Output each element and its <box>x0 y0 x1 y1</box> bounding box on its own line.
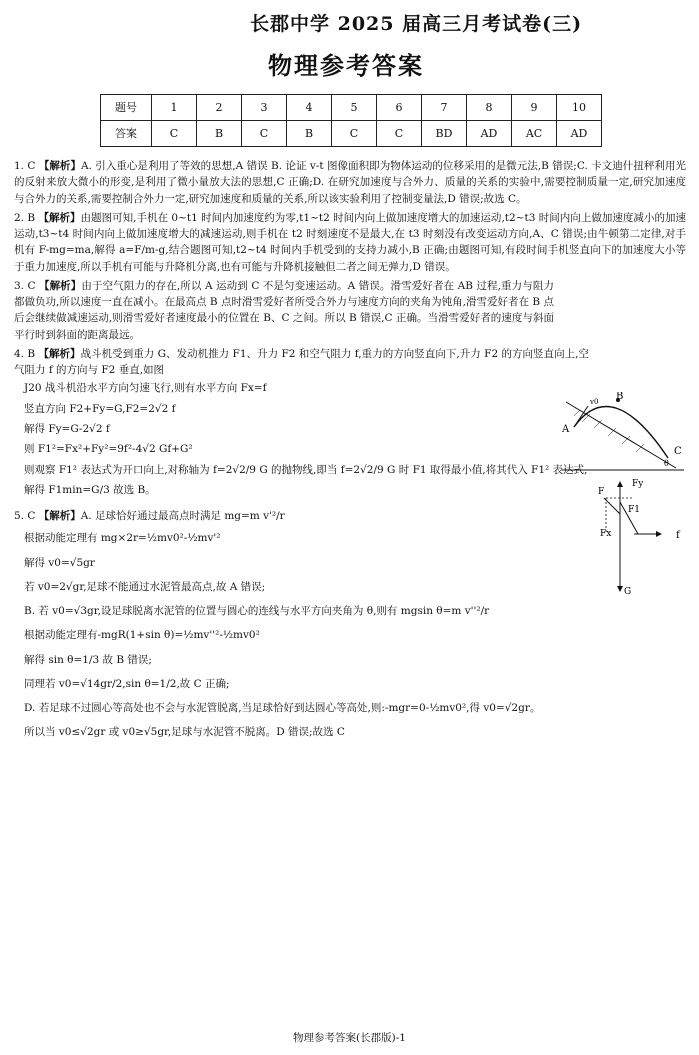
analysis-tag: 【解析】 <box>38 211 81 224</box>
label-v0: v0 <box>590 398 599 406</box>
table-cell: 3 <box>242 95 287 121</box>
analysis-tag: 【解析】 <box>38 160 81 172</box>
table-cell: 4 <box>287 95 332 121</box>
table-cell: BD <box>422 121 467 147</box>
solution-line: 解得 Fy=G-2√2 f <box>24 422 110 435</box>
solution-line: 竖直方向 F2+Fy=G,F2=2√2 f <box>24 402 176 415</box>
table-cell: C <box>152 121 197 147</box>
solution-text: 战斗机受到重力 G、发动机推力 F1、升力 F2 和空气阻力 f,重力的方向竖直向下,升力 F2 的方向竖直向上,空气阻力 f 的方向与 F2 垂直,如图 <box>14 347 590 377</box>
question-number: 5. C <box>14 510 36 523</box>
table-cell: AC <box>512 121 557 147</box>
table-cell: 2 <box>197 95 242 121</box>
table-cell: C <box>242 121 287 147</box>
analysis-tag: 【解析】 <box>38 347 81 360</box>
table-cell: AD <box>467 121 512 147</box>
solution-line: 根据动能定理有-mgR(1+sin θ)=½mv''²-½mv0² <box>24 629 260 642</box>
page-subtitle: 物理参考答案 <box>268 52 424 80</box>
velocity-arrow <box>574 406 588 427</box>
solution-text: 由题图可知,手机在 0~t1 时间内加速度约为零,t1~t2 时间内向上做加速度增大的加速运动,t2~t3 时间内向上做加速度减小的加速运动,t3~t4 时间内向上做加速度增大的减速运动,则手机在 t2 时刻速度不是最大,在 t3 时刻没有改变运动方向,A、C 错误;由牛顿第二定律,对手机有 F-mg=ma,解得 a=F/m-g,结合题图可知,t2~t4 时间内手机受到的支持力减小,B 正确;由题图可知,有段时间手机竖直向下的加速度大小等于重力加速度,所以手机有可能与升降机分离,也有可能与升降机接触但二者之间无弹力,D 错误。 <box>14 211 687 273</box>
table-cell: C <box>377 121 422 147</box>
label-f: F <box>598 487 605 497</box>
solution-text: 由于空气阻力的存在,所以 A 运动到 C 不是匀变速运动。A 错误。滑雪爱好者在 AB 过程,重力与阻力都做负功,所以速度一直在减小。在最高点 B 点时滑雪爱好者所受合外力与速度方向的夹角为钝角,滑雪爱好者在 B 点后会继续做减速运动,则滑雪爱好者速度最小的位置在 B、C 之间。所以 B 错误,C 正确。当滑雪爱好者的速度与斜面平行时到斜面的距离最远。 <box>14 279 555 341</box>
solution-2 <box>14 210 686 275</box>
label-b: B <box>616 392 624 402</box>
table-cell: C <box>332 121 377 147</box>
solution-5 <box>14 508 686 524</box>
slope-diagram <box>560 392 686 480</box>
solution-line: 解得 sin θ=1/3 故 B 错误; <box>24 653 152 666</box>
label-c: C <box>674 446 682 457</box>
label-theta: θ <box>664 459 669 468</box>
force-diagram <box>598 478 690 600</box>
page-footer: 物理参考答案(长郡版)-1 <box>293 1032 406 1044</box>
solution-line: 若 v0=2√gr,足球不能通过水泥管最高点,故 A 错误; <box>24 580 266 593</box>
table-cell: 6 <box>377 95 422 121</box>
table-cell: AD <box>557 121 602 147</box>
analysis-tag: 【解析】 <box>38 510 81 523</box>
label-g: G <box>624 587 632 597</box>
table-cell: 9 <box>512 95 557 121</box>
thrust-arrow <box>604 498 620 514</box>
analysis-tag: 【解析】 <box>38 279 82 292</box>
solution-text: A. 引入重心是利用了等效的思想,A 错误 B. 论证 v-t 图像面积即为物体运动的位移采用的是微元法,B 错误;C. 卡文迪什扭秤利用光的反射来放大微小的形变,是利用了微小量放大法的思想,C 正确;D. 在研究加速度与合外力、质量的关系的实验中,需要控制质量一定,研究加速度与合外力的关系,需要控制合外力一定,研究加速度和质量的关系,所以该实验利用了控制变量法,D 错误;故选 C。 <box>14 160 687 205</box>
question-number: 1. C <box>14 160 36 172</box>
solution-line: 所以当 v0≤√2gr 或 v0≥√5gr,足球与水泥管不脱离。D 错误;故选 C <box>24 726 345 739</box>
answer-table <box>100 94 602 147</box>
solution-text: A. 足球恰好通过最高点时满足 mg=m v'²/r <box>80 510 285 523</box>
label-f1: F1 <box>628 505 640 515</box>
solution-3 <box>14 278 554 343</box>
page-title: 长郡中学 2025 届高三月考试卷(三) <box>250 13 583 35</box>
table-row-label: 答案 <box>101 121 152 147</box>
question-number: 3. C <box>14 279 36 292</box>
solution-line: B. 若 v0=√3gr,设足球脱离水泥管的位置与圆心的连线与水平方向夹角为 θ,则有 mgsin θ=m v''²/r <box>24 605 490 618</box>
solution-line: D. 若足球不过圆心等高处也不会与水泥管脱离,当足球恰好到达圆心等高处,则:-mgr=0-½mv0²,得 v0=√2gr。 <box>24 702 541 715</box>
solution-line: 同理若 v0=√14gr/2,sin θ=1/2,故 C 正确; <box>24 677 230 690</box>
label-fx: Fx <box>600 529 612 539</box>
label-a: A <box>562 424 570 435</box>
trajectory-curve <box>574 406 668 458</box>
label-fy: Fy <box>632 479 644 489</box>
label-drag: f <box>676 530 680 541</box>
table-cell: 8 <box>467 95 512 121</box>
solution-line: 则 F1²=Fx²+Fy²=9f²-4√2 Gf+G² <box>24 443 193 456</box>
table-cell: 10 <box>557 95 602 121</box>
slope-line <box>566 402 676 468</box>
table-cell: 7 <box>422 95 467 121</box>
solution-4 <box>14 346 589 379</box>
table-row-label: 题号 <box>101 95 152 121</box>
table-cell: B <box>287 121 332 147</box>
solution-line: 解得 v0=√5gr <box>24 556 95 569</box>
solution-line: 则观察 F1² 表达式为开口向上,对称轴为 f=2√2/9 G 的抛物线,即当 f=2√2/9 G 时 F1 取得最小值,将其代入 F1² 表达式, <box>24 463 588 476</box>
solution-line: 解得 F1min=G/3 故选 B。 <box>24 483 156 496</box>
question-number: 4. B <box>14 347 36 360</box>
table-cell: 1 <box>152 95 197 121</box>
table-cell: B <box>197 121 242 147</box>
solution-line: 根据动能定理有 mg×2r=½mv0²-½mv'² <box>24 532 221 545</box>
table-row <box>101 95 602 121</box>
solution-1 <box>14 158 686 207</box>
question-number: 2. B <box>14 211 36 224</box>
table-row <box>101 121 602 147</box>
table-cell: 5 <box>332 95 377 121</box>
solution-line: J20 战斗机沿水平方向匀速飞行,则有水平方向 Fx=f <box>24 382 267 395</box>
